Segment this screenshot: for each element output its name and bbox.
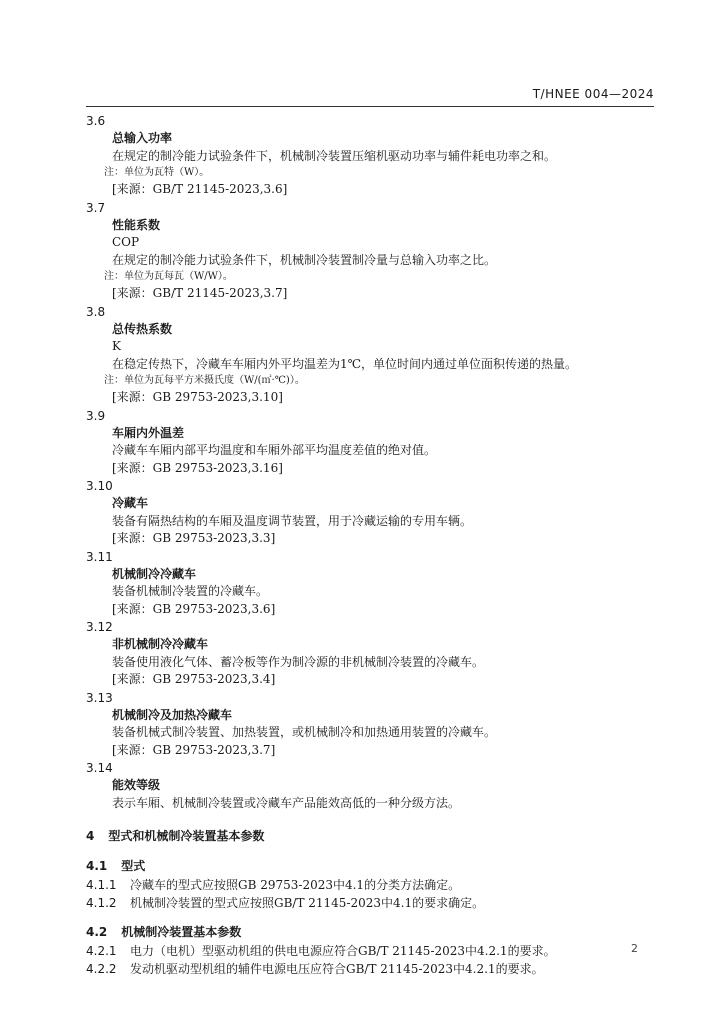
section-4-heading — [86, 826, 654, 846]
term-name: 冷藏车 — [112, 496, 149, 510]
term-note: 注：单位为瓦每平方米摄氏度（W/(㎡·℃)）。 — [104, 375, 305, 386]
subsection-number: 4.1 — [86, 859, 108, 873]
term-symbol: K — [112, 339, 121, 353]
term-name: 能效等级 — [112, 778, 161, 792]
term-body — [86, 425, 654, 478]
term-entry — [86, 689, 654, 760]
term-body — [86, 130, 654, 199]
term-body — [86, 566, 654, 619]
term-entry — [86, 112, 654, 199]
term-entry — [86, 759, 654, 812]
page-content — [86, 112, 654, 978]
term-source: [来源：GB/T 21145-2023,3.6] — [112, 182, 288, 196]
clause-number: 4.1.1 — [86, 878, 117, 892]
term-number: 3.10 — [86, 479, 113, 493]
term-body — [86, 217, 654, 303]
term-definition: 装备有隔热结构的车厢及温度调节装置，用于冷藏运输的专用车辆。 — [112, 513, 473, 528]
term-body — [86, 707, 654, 760]
term-number: 3.13 — [86, 690, 113, 705]
term-source: [来源：GB 29753-2023,3.3] — [112, 531, 276, 545]
clause-text: 发动机驱动型机组的辅件电源电压应符合GB/T 21145-2023中4.2.1的要求。 — [130, 962, 544, 976]
term-body — [86, 777, 654, 812]
term-definition: 在规定的制冷能力试验条件下，机械制冷装置制冷量与总输入功率之比。 — [112, 252, 497, 267]
term-definition: 在稳定传热下，冷藏车车厢内外平均温差为1℃，单位时间内通过单位面积传递的热量。 — [112, 356, 578, 371]
term-note: 注：单位为瓦特（W）。 — [104, 167, 210, 178]
subsection-4-1-heading — [86, 856, 654, 876]
clause-4-1-2 — [86, 894, 654, 912]
clause-text: 机械制冷装置的型式应按照GB/T 21145-2023中4.1的要求确定。 — [130, 896, 485, 910]
term-name: 总输入功率 — [112, 131, 173, 145]
section-number: 4 — [86, 829, 95, 843]
term-number: 3.6 — [86, 114, 106, 128]
term-name: 车厢内外温差 — [112, 425, 185, 440]
subsection-title: 型式 — [121, 859, 146, 873]
term-body — [86, 321, 654, 407]
term-number: 3.11 — [86, 549, 113, 564]
term-name: 机械制冷冷藏车 — [112, 566, 197, 581]
clause-4-2-1 — [86, 942, 654, 960]
term-source: [来源：GB 29753-2023,3.4] — [112, 672, 276, 686]
term-number: 3.8 — [86, 304, 106, 319]
term-note: 注：单位为瓦每瓦（W/W）。 — [104, 271, 233, 282]
term-entry — [86, 618, 654, 689]
term-definition: 在规定的制冷能力试验条件下，机械制冷装置压缩机驱动功率与辅件耗电功率之和。 — [112, 148, 557, 163]
section-title: 型式和机械制冷装置基本参数 — [108, 829, 265, 843]
term-entry — [86, 199, 654, 303]
term-number: 3.12 — [86, 620, 113, 634]
term-entry — [86, 407, 654, 478]
term-source: [来源：GB 29753-2023,3.16] — [112, 460, 283, 475]
clause-text: 电力（电机）型驱动机组的供电电源应符合GB/T 21145-2023中4.2.1的要求。 — [130, 944, 556, 958]
term-definition: 装备机械制冷装置的冷藏车。 — [112, 584, 269, 598]
term-definition: 装备使用液化气体、蓄冷板等作为制冷源的非机械制冷装置的冷藏车。 — [112, 654, 485, 669]
document-id-header: T/HNEE 004—2024 — [532, 87, 654, 101]
term-definition: 表示车厢、机械制冷装置或冷藏车产品能效高低的一种分级方法。 — [112, 795, 461, 810]
term-source: [来源：GB 29753-2023,3.6] — [112, 601, 276, 616]
clause-number: 4.2.2 — [86, 962, 117, 976]
term-name: 机械制冷及加热冷藏车 — [112, 707, 233, 722]
term-definition: 冷藏车车厢内部平均温度和车厢外部平均温度差值的绝对值。 — [112, 443, 437, 457]
subsection-4-2-heading — [86, 922, 654, 942]
clause-4-1-1 — [86, 876, 654, 894]
clause-4-2-2 — [86, 960, 654, 978]
term-definition: 装备机械式制冷装置、加热装置，或机械制冷和加热通用装置的冷藏车。 — [112, 725, 497, 739]
term-entry — [86, 477, 654, 548]
term-source: [来源：GB 29753-2023,3.10] — [112, 390, 283, 404]
clause-number: 4.1.2 — [86, 896, 117, 910]
term-list — [86, 112, 654, 812]
header-rule — [86, 106, 654, 107]
page-number: 2 — [631, 942, 638, 955]
term-body — [86, 636, 654, 689]
term-name: 非机械制冷冷藏车 — [112, 637, 209, 651]
clause-number: 4.2.1 — [86, 944, 117, 958]
subsection-title: 机械制冷装置基本参数 — [121, 925, 242, 939]
term-number: 3.14 — [86, 761, 113, 775]
term-entry — [86, 548, 654, 619]
term-source: [来源：GB 29753-2023,3.7] — [112, 742, 276, 757]
term-symbol: COP — [112, 235, 140, 249]
term-number: 3.7 — [86, 200, 106, 215]
term-number: 3.9 — [86, 408, 106, 423]
term-body — [86, 495, 654, 548]
term-name: 总传热系数 — [112, 321, 173, 336]
term-entry — [86, 303, 654, 407]
subsection-number: 4.2 — [86, 925, 108, 939]
term-name: 性能系数 — [112, 217, 161, 232]
clause-text: 冷藏车的型式应按照GB 29753-2023中4.1的分类方法确定。 — [130, 878, 461, 892]
term-source: [来源：GB/T 21145-2023,3.7] — [112, 286, 288, 300]
